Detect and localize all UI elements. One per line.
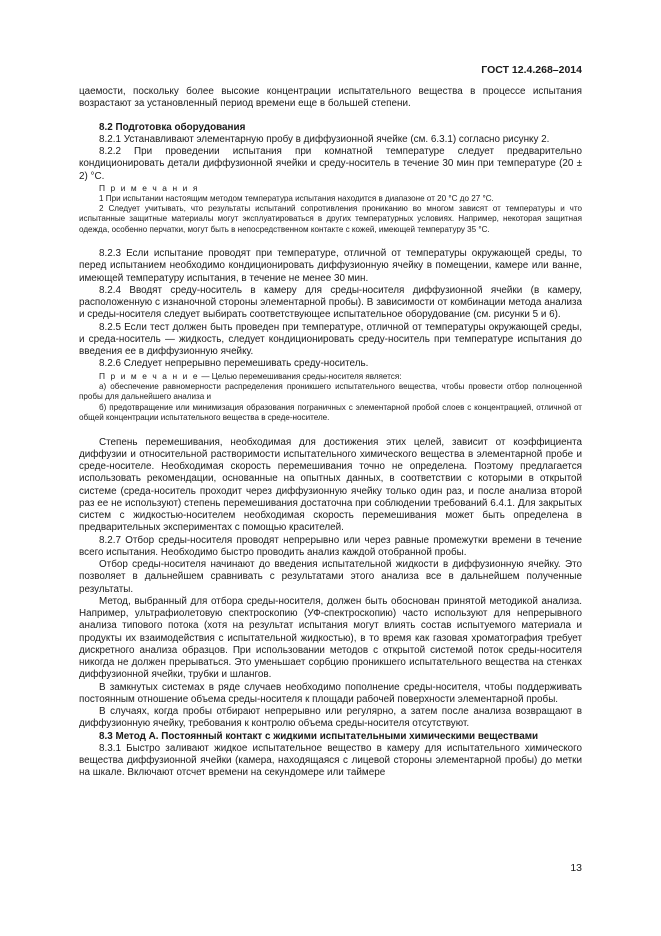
note-label: П р и м е ч а н и е — [99, 370, 200, 381]
paragraph-8-2-4: 8.2.4 Вводят среду-носитель в камеру для среды-носителя диффузионной ячейки (в камеру, расположенную с изнаночной стороны элементарной пробы). В зависимости от комбинации метода анализа и среды-носителя следует выбирать соответствующее испытательное оборудование (см. рисунки 5 и 6). — [79, 284, 582, 321]
intro-paragraph: цаемости, поскольку более высокие концентрации испытательного вещества в процессе испытания возрастают за установленный период времени еще в большей степени. — [79, 86, 582, 110]
page-content — [79, 86, 582, 780]
paragraph-sampling-start: Отбор среды-носителя начинают до введения испытательной жидкости в диффузионную ячейку. Это позволяет в дальнейшем сравнивать с результатами этого анализа все в дальнейшем полученные результаты. — [79, 559, 582, 595]
paragraph-8-2-6: 8.2.6 Следует непрерывно перемешивать среду-носитель. — [99, 358, 369, 370]
note-stirring-purpose — [79, 371, 582, 382]
note-1: 1 При испытании настоящим методом температура испытания находится в диапазоне от 20 °С до 27 °С. — [99, 193, 494, 203]
paragraph-8-2-3: 8.2.3 Если испытание проводят при температуре, отличной от температуры окружающей среды, то перед испытанием необходимо кондиционировать диффузионную ячейку в помещении, камере или ванне, имеющей температуру испытания, в течение не менее 30 мин. — [79, 248, 582, 284]
note-item-a: а) обеспечение равномерности распределения проникшего испытательного вещества, чтобы провести отбор полноценной пробы для дальнейшего анализа и — [79, 382, 582, 402]
paragraph-8-3-1: 8.3.1 Быстро заливают жидкое испытательное вещество в камеру для испытательного химического вещества диффузионной ячейки (камера, находящаяся с лицевой стороны элементарной пробы) до метки на шкале. Включают отсчет времени на секундомере или таймере — [79, 742, 582, 779]
standard-header: ГОСТ 12.4.268–2014 — [481, 64, 582, 76]
paragraph-8-2-5: 8.2.5 Если тест должен быть проведен при температуре, отличной от температуры окружающей среды, и среда-носитель — жидкость, следует кондиционировать среду-носитель при температуре испытания до введения ее в диффузионную ячейку. — [79, 321, 582, 358]
note-2: 2 Следует учитывать, что результаты испытаний сопротивления прониканию во многом зависят от температуры и что испытанные защитные материалы могут эксплуатироваться в других температурных условиях. Например, некоторая защитная одежда, особенно перчатки, могут быть в непосредственном контакте с кожей, имеющей температуру 35 °С. — [79, 203, 582, 234]
paragraph-8-2-7: 8.2.7 Отбор среды-носителя проводят непрерывно или через равные промежутки времени в течение всего испытания. Необходимо быстро проводить анализ каждой отобранной пробы. — [79, 534, 582, 558]
paragraph-sampling-method: Метод, выбранный для отбора среды-носителя, должен быть обоснован принятой методикой анализа. Например, ультрафиолетовую спектроскопию (УФ-спектроскопию) часто используют для непрерывного анализа типового потока (хотя на результат испытания могут влиять состав испытуемого материала и продукты их взаимодействия с испытательной жидкостью), в то время как газовая хроматография требует дискретного анализа образцов. При использовании методов с открытой системой поток среды-носителя никогда не должен прерываться. Это уменьшает сорбцию проникшего испытательного вещества на стенках диффузионной ячейки, трубки и шлангов. — [79, 595, 582, 681]
paragraph-8-2-2: 8.2.2 При проведении испытания при комнатной температуре следует предварительно кондиционировать детали диффузионной ячейки и среду-носитель в течение 30 мин при температуре (20 ± 2) °С. — [79, 146, 582, 182]
section-8-2-heading: 8.2 Подготовка оборудования — [99, 121, 246, 133]
paragraph-stirring-degree: Степень перемешивания, необходимая для достижения этих целей, зависит от коэффициента диффузии и относительной растворимости испытательного химического вещества в элементарной пробе и среде-носителе. Необходимая скорость перемешивания точно не определена. Поэтому предлагается использовать рекомендации, основанные на опытных данных, в соответствии с которыми в открытой системе (среда-носитель проходит через диффузионную ячейку только один раз, и после анализа второй раз ее не используют) степень перемешивания достаточна при соблюдении требований 6.4.1. Для закрытых систем с жидкостью-носителем необходимая скорость перемешивания может быть определена в предварительных экспериментах с помощью красителей. — [79, 436, 582, 534]
paragraph-continuous-sampling: В случаях, когда пробы отбирают непрерывно или регулярно, а затем после анализа возвращают в диффузионную ячейку, требования к контролю объема среды-носителя отсутствуют. — [79, 706, 582, 730]
note-label-rest: — Целью перемешивания среды-носителя является: — [199, 371, 402, 381]
section-8-3-heading: 8.3 Метод А. Постоянный контакт с жидкими испытательными химическими веществами — [99, 730, 539, 742]
paragraph-8-2-1: 8.2.1 Устанавливают элементарную пробу в диффузионной ячейке (см. 6.3.1) согласно рисунку 2. — [99, 133, 550, 145]
notes-title: П р и м е ч а н и я — [99, 182, 199, 193]
paragraph-closed-systems: В замкнутых системах в ряде случаев необходимо пополнение среды-носителя, чтобы поддерживать постоянным отношение объема среды-носителя к площади рабочей поверхности элементарной пробы. — [79, 681, 582, 705]
page-number: 13 — [570, 862, 582, 874]
note-item-b: б) предотвращение или минимизация образования пограничных с элементарной пробой слоев с концентрацией, отличной от общей концентрации испытательного вещества в среде-носителе. — [79, 402, 582, 423]
